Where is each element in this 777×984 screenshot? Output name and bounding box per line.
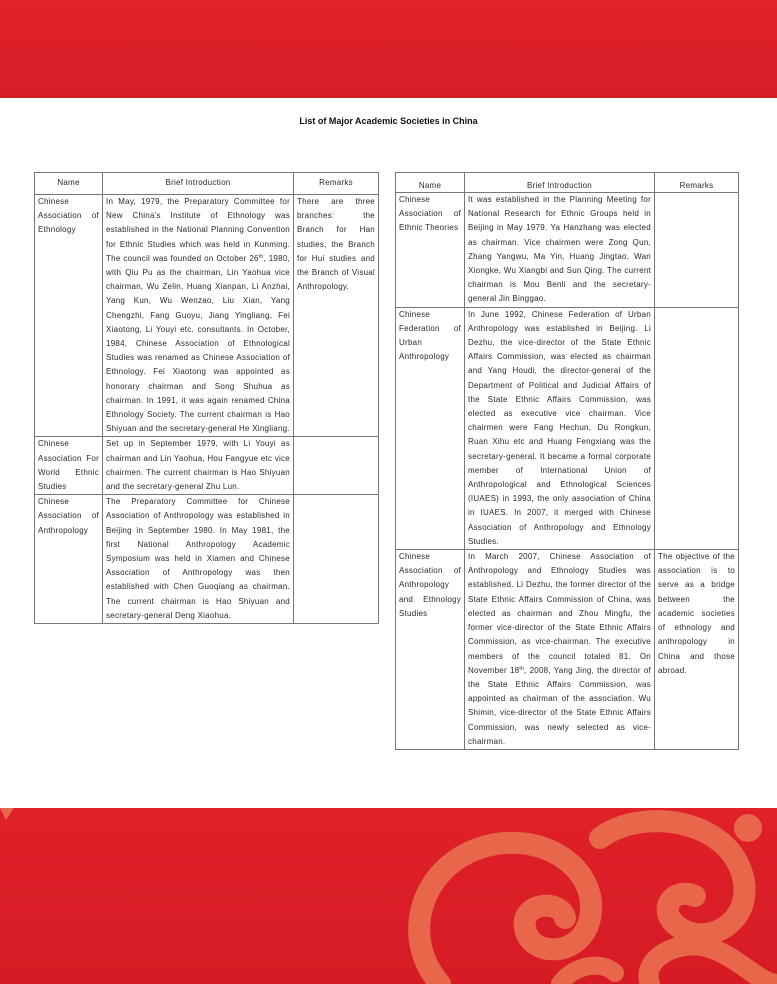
society-name: Chinese Association of Anthropology [35, 495, 103, 624]
top-red-banner [0, 0, 777, 98]
society-remarks [655, 193, 739, 308]
header-remarks: Remarks [294, 173, 379, 195]
header-brief-introduction: Brief Introduction [465, 173, 655, 193]
society-intro: It was established in the Planning Meeting for National Research for Ethnic Groups held in Beijing in May 1979. Ya Hanzhang was elected as chairman. Vice chairmen were Zong Qun, Zhang Yangwu, Ma Yin, Huang Jingtao, Wan Xiongke, Wu Xiangbi and Sun Qing. The current chairman is Mou Benli and the secretary-general Jin Binggao. [465, 193, 655, 308]
society-name: Chinese Association of Anthropology and Ethnology Studies [396, 550, 465, 750]
table-header-row [396, 173, 739, 193]
society-remarks [655, 307, 739, 549]
society-remarks [294, 437, 379, 495]
society-name: Chinese Federation of Urban Anthropology [396, 307, 465, 549]
society-remarks: There are three branches: the Branch for Han studies, the Branch for Hui studies and the Branch of Visual Anthropology. [294, 195, 379, 437]
bottom-red-banner [0, 808, 777, 984]
table-row [35, 437, 379, 495]
header-name: Name [396, 173, 465, 193]
header-brief-introduction: Brief Introduction [103, 173, 294, 195]
society-remarks: The objective of the association is to serve as a bridge between the academic societies of ethnology and anthropology in China and those abroad. [655, 550, 739, 750]
header-name: Name [35, 173, 103, 195]
society-remarks [294, 495, 379, 624]
table-row [396, 193, 739, 308]
society-intro: Set up in September 1979, with Li Youyi as chairman and Lin Yaohua, Hou Fangyue etc vice chairmen. The current chairman is Hao Shiyuan and the secretary-general Zhu Lun. [103, 437, 294, 495]
table-row [396, 550, 739, 750]
society-name: Chinese Association of Ethnology [35, 195, 103, 437]
cloud-swirl-ornament [0, 808, 777, 984]
society-intro: In June 1992, Chinese Federation of Urban Anthropology was established in Beijing. Li Dezhu, the vice-director of the State Ethnic Affairs Commission, was elected as chairman and Yang Houdi, the director-general of the Department of Political and Judicial Affairs of the State Ethnic Affairs Commission, was elected as executive vice chairman. Vice chairmen were Fang Hechun, Du Rongkun, Ruan Xihu etc and Huang Fengxiang was the secretary-general. It became a formal corporate member of International Union of Anthropological and Ethnological Sciences (IUAES) in 1993, the only association of China in IUAES. In 2007, it merged with Chinese Association of Anthropology and Ethnology Studies. [465, 307, 655, 549]
societies-table-right [395, 172, 739, 750]
table-row [35, 195, 379, 437]
table-row [35, 495, 379, 624]
table-row [396, 307, 739, 549]
society-name: Chinese Association of Ethnic Theories [396, 193, 465, 308]
header-remarks: Remarks [655, 173, 739, 193]
table-header-row [35, 173, 379, 195]
society-name: Chinese Association For World Ethnic Studies [35, 437, 103, 495]
society-intro: The Preparatory Committee for Chinese Association of Anthropology was established in Beijing in September 1980. In May 1981, the first National Anthropology Academic Symposium was held in Xiamen and Chinese Association of Anthropology was then established with Chen Guoqiang as chairman. The current chairman is Hao Shiyuan and secretary-general Deng Xiaohua. [103, 495, 294, 624]
societies-table-left [34, 172, 379, 624]
page-title: List of Major Academic Societies in China [299, 116, 478, 126]
society-intro: In May, 1979, the Preparatory Committee for New China’s Institute of Ethnology was established in the National Planning Convention for Ethnic Studies which was held in Kunming. The council was founded on October 26th, 1980, with Qiu Pu as the chairman, Lin Yaohua vice chairman, Wu Zelin, Huang Xianpan, Li Anzhai, Yang Kun, Wu Wenzao, Liu Xian, Yang Chengzhi, Fang Guoyu, Jiang Yingliang, Fei Xiaotong, Li Youyi etc. consultants. In October, 1984, Chinese Association of Ethnological Studies was renamed as Chinese Association of Ethnology. Fei Xiaotong was appointed as honorary chairman and Song Shuhua as chairman. In 1991, it was again renamed China Ethnology Society. The current chairman is Hao Shiyuan and the secretary-general He Xingliang. [103, 195, 294, 437]
society-intro: In March 2007, Chinese Association of Anthropology and Ethnology Studies was established. Li Dezhu, the former director of the State Ethnic Affairs Commission of China, was elected as chairman and Zhou Mingfu, the former vice-director of the State Ethnic Affairs Commission, as vice-chairman. The executive members of the council totaled 81. On November 18th, 2008, Yang Jing, the director of the State Ethnic Affairs Commission, was appointed as chairman of the association. Wu Shimin, vice-director of the State Ethnic Affairs Commission, was newly selected as vice-chairman. [465, 550, 655, 750]
